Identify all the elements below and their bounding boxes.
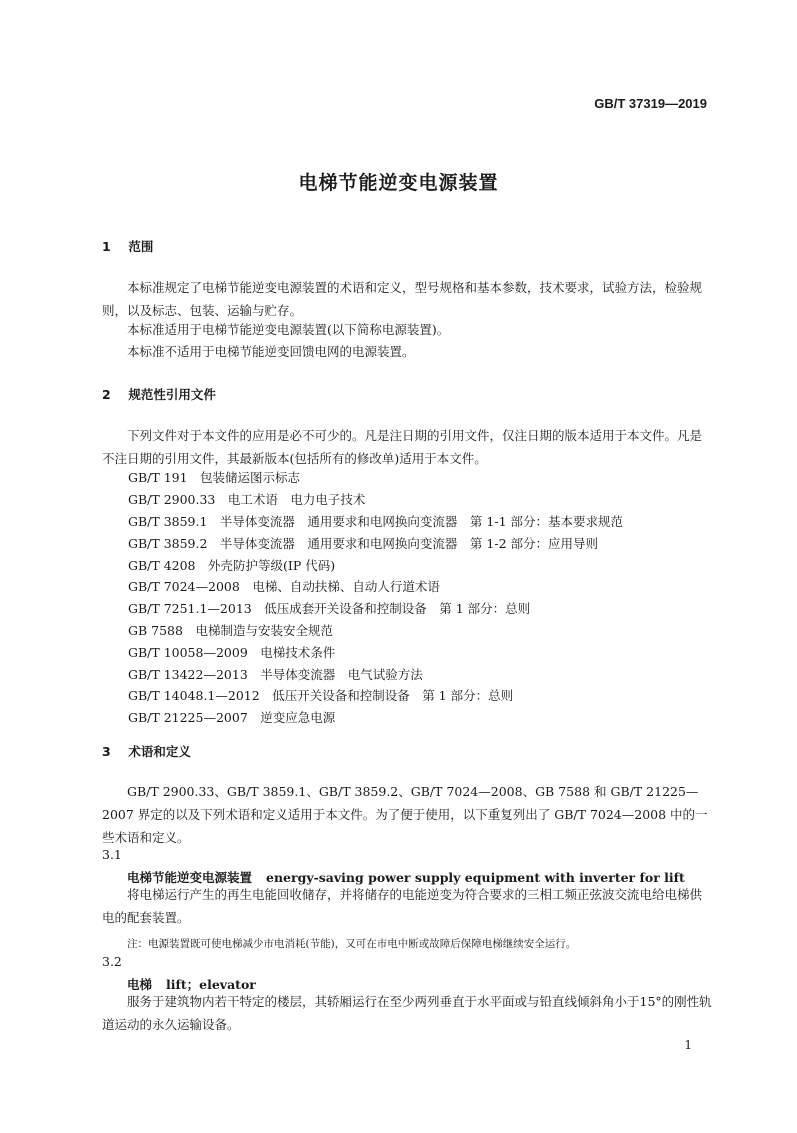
- document-title: 电梯节能逆变电源装置: [298, 172, 499, 194]
- term-number: 3.1: [102, 847, 122, 862]
- paragraph: GB/T 2900.33、GB/T 3859.1、GB/T 3859.2、GB/T 7024—2008、GB 7588 和 GB/T 21225—2007 界定的以及下列术语和定义适用于本文件。为了便于使用，以下重复列出了 GB/T 7024—2008 中的一些术语和定义。: [102, 784, 708, 845]
- reference-item: GB/T 7024—2008 电梯、自动扶梯、自动人行道术语: [128, 579, 440, 594]
- section-heading-scope: [102, 237, 153, 255]
- reference-item: GB/T 2900.33 电工术语 电力电子技术: [128, 492, 366, 507]
- section-number: 2: [102, 387, 111, 402]
- term-note: 注：电源装置既可使电梯减少市电消耗(节能)，又可在市电中断或故障后保障电梯继续安全运行。: [127, 938, 577, 950]
- reference-item: GB/T 4208 外壳防护等级(IP 代码): [128, 558, 336, 573]
- term-chinese: 电梯节能逆变电源装置: [127, 870, 253, 885]
- section-title: 规范性引用文件: [128, 387, 216, 402]
- section-number: 1: [102, 239, 111, 254]
- section-heading-normative-references: [102, 385, 216, 403]
- term-definition: 服务于建筑物内若干特定的楼层，其轿厢运行在至少两列垂直于水平面或与铅直线倾斜角小于15°的刚性轨道运动的永久运输设备。: [102, 994, 712, 1032]
- term-english: lift；elevator: [166, 977, 256, 992]
- page-number: 1: [684, 1038, 692, 1052]
- term-english: energy-saving power supply equipment with inverter for lift: [266, 870, 685, 885]
- reference-item: GB/T 13422—2013 半导体变流器 电气试验方法: [128, 667, 423, 682]
- section-number: 3: [102, 744, 111, 759]
- section-title: 范围: [128, 239, 154, 254]
- term-number: 3.2: [102, 954, 122, 969]
- reference-item: GB 7588 电梯制造与安装安全规范: [128, 623, 333, 638]
- term-chinese: 电梯: [127, 977, 153, 992]
- section-heading-terms: [102, 742, 191, 760]
- reference-item: GB/T 3859.1 半导体变流器 通用要求和电网换向变流器 第 1-1 部分：基本要求规范: [128, 514, 624, 529]
- paragraph: 本标准适用于电梯节能逆变电源装置(以下简称电源装置)。: [127, 322, 450, 337]
- reference-item: GB/T 14048.1—2012 低压开关设备和控制设备 第 1 部分：总则: [128, 688, 514, 703]
- section-title: 术语和定义: [128, 744, 191, 759]
- reference-item: GB/T 7251.1—2013 低压成套开关设备和控制设备 第 1 部分：总则: [128, 601, 531, 616]
- reference-item: GB/T 3859.2 半导体变流器 通用要求和电网换向变流器 第 1-2 部分：应用导则: [128, 536, 599, 551]
- paragraph: 本标准规定了电梯节能逆变电源装置的术语和定义，型号规格和基本参数，技术要求，试验方法，检验规则，以及标志、包装、运输与贮存。: [102, 280, 703, 318]
- paragraph: 本标准不适用于电梯节能逆变回馈电网的电源装置。: [127, 344, 415, 359]
- reference-item: GB/T 10058—2009 电梯技术条件: [128, 645, 336, 660]
- reference-item: GB/T 21225—2007 逆变应急电源: [128, 710, 336, 725]
- reference-item: GB/T 191 包装储运图示标志: [128, 470, 301, 485]
- standard-code: GB/T 37319—2019: [594, 96, 707, 111]
- paragraph: 下列文件对于本文件的应用是必不可少的。凡是注日期的引用文件，仅注日期的版本适用于本文件。凡是不注日期的引用文件，其最新版本(包括所有的修改单)适用于本文件。: [102, 428, 703, 466]
- term-definition: 将电梯运行产生的再生电能回收储存，并将储存的电能逆变为符合要求的三相工频正弦波交流电给电梯供电的配套装置。: [102, 887, 703, 925]
